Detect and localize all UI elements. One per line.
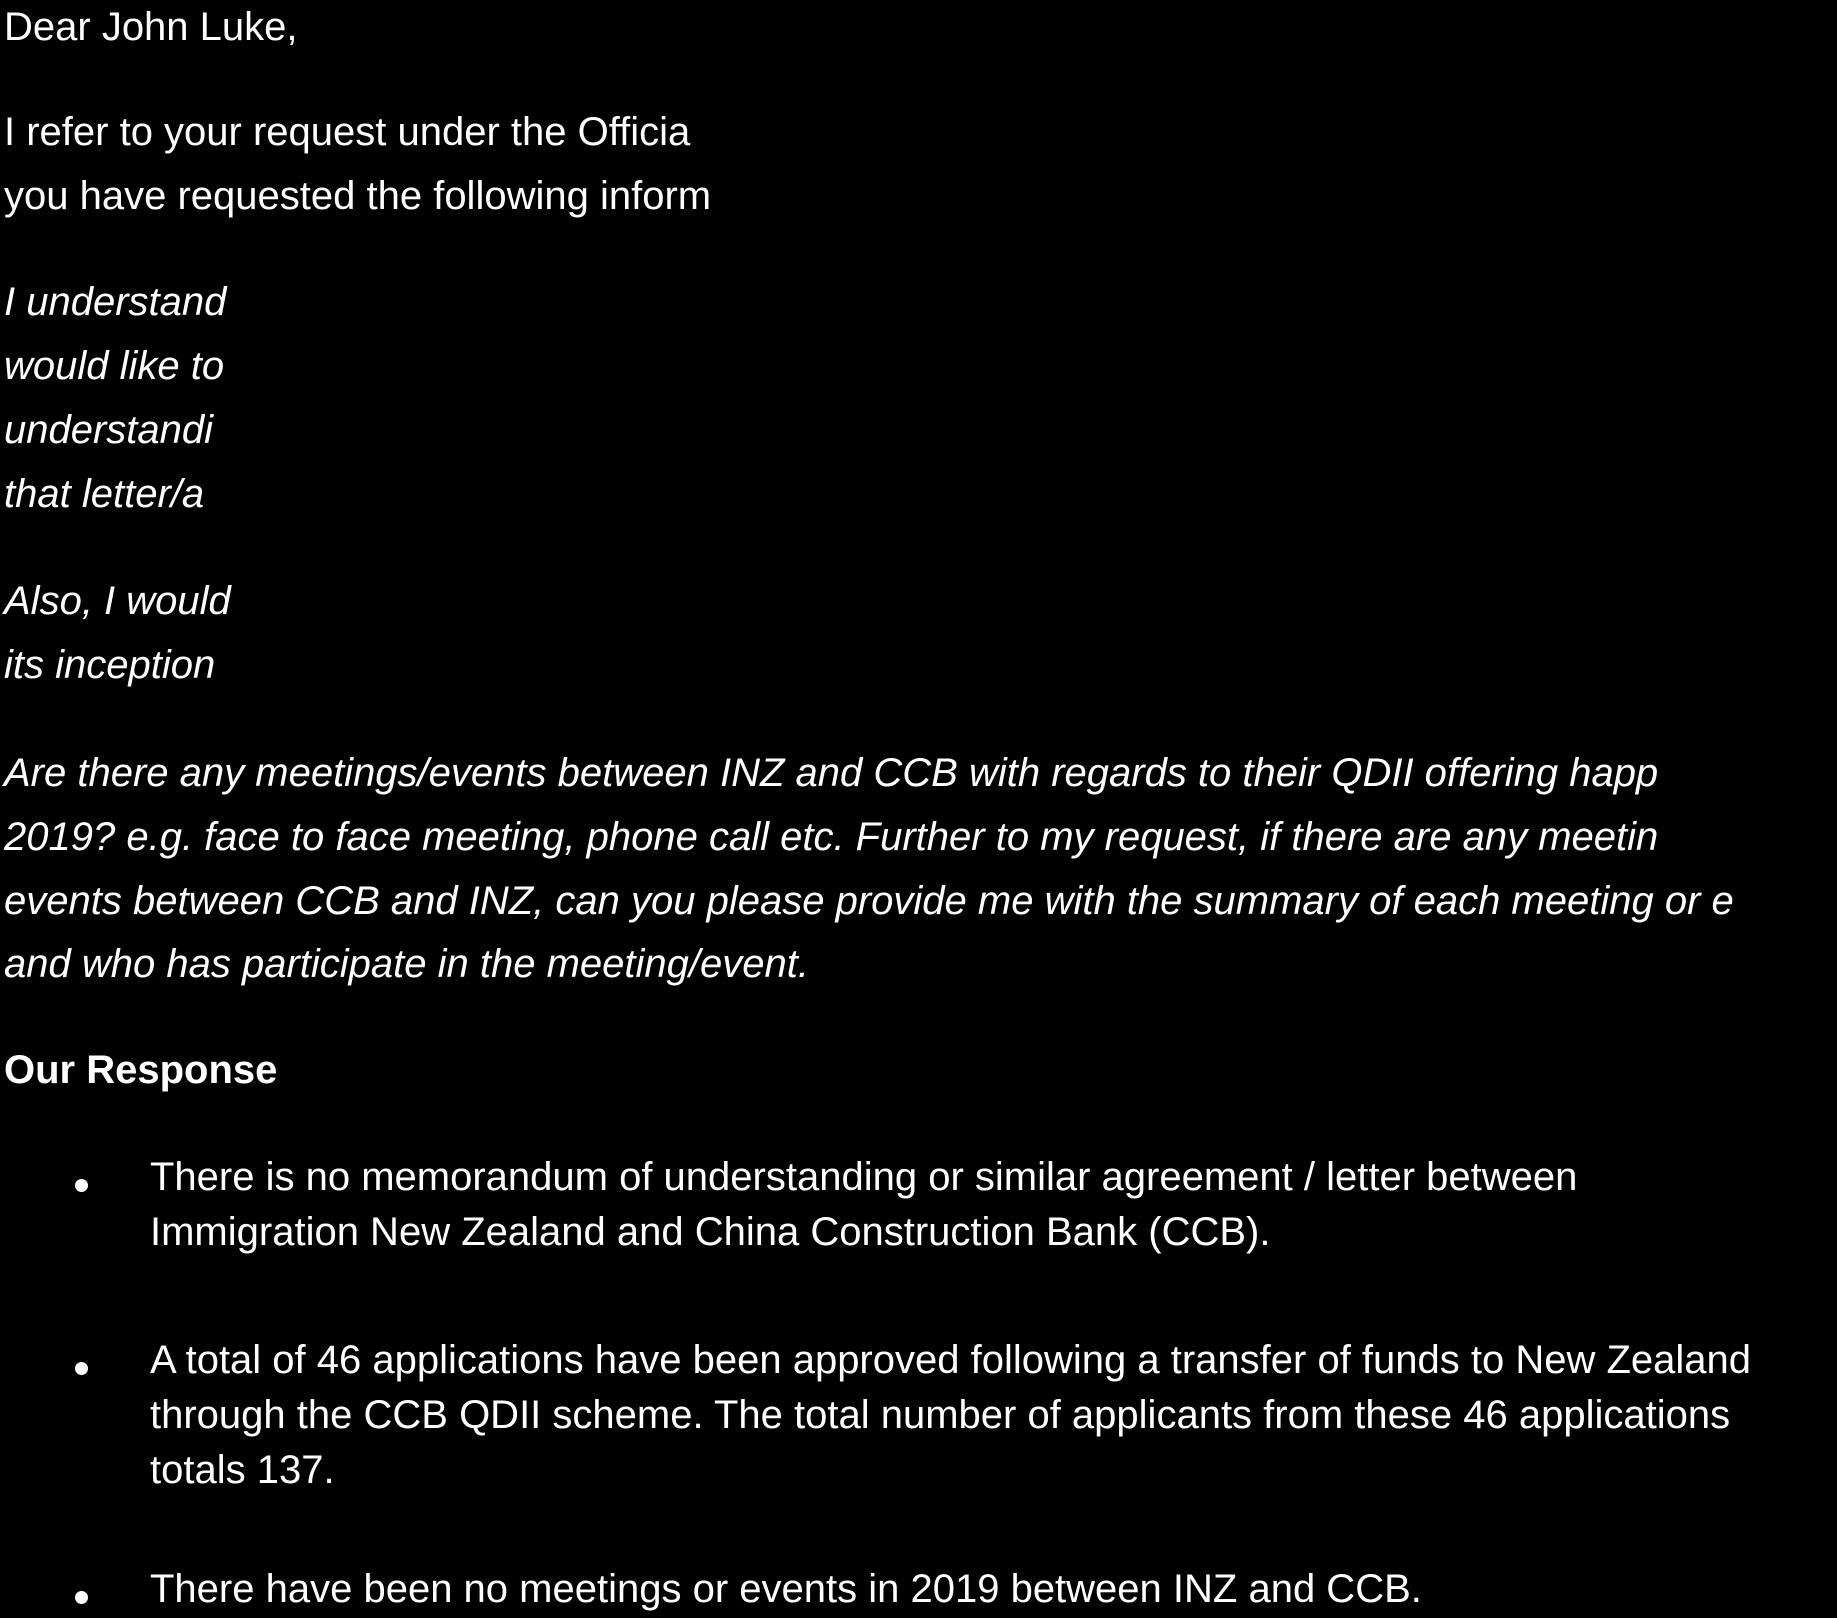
bullet-text-3: [150, 1562, 1422, 1617]
bullet-dot-icon: [75, 1179, 88, 1192]
request-p2-line-2: its inception: [4, 643, 216, 687]
bullet-dot-icon: [75, 1591, 88, 1604]
request-p1-line-4: that letter/a: [4, 472, 205, 516]
response-heading: Our Response: [4, 1048, 278, 1092]
bullet-2-line-2: through the CCB QDII scheme. The total number of applicants from these 46 applications: [150, 1393, 1731, 1437]
bullet-3-line-1: There have been no meetings or events in 2019 between INZ and CCB.: [150, 1567, 1422, 1611]
greeting: Dear John Luke,: [4, 5, 298, 49]
intro-line-2: you have requested the following inform: [4, 174, 712, 218]
bullet-1-line-2: Immigration New Zealand and China Construction Bank (CCB).: [150, 1210, 1271, 1254]
bullet-text-2: [150, 1333, 1751, 1498]
bullet-1-line-1: There is no memorandum of understanding or similar agreement / letter between: [150, 1155, 1578, 1199]
request-p3-line-1: Are there any meetings/events between INZ and CCB with regards to their QDII offering happ: [4, 751, 1659, 795]
bullet-dot-icon: [75, 1362, 88, 1375]
request-p1-line-1: I understand: [4, 280, 227, 324]
bullet-text-1: [150, 1150, 1577, 1260]
request-p1-line-2: would like to: [4, 344, 225, 388]
bullet-2-line-1: A total of 46 applications have been approved following a transfer of funds to New Zealand: [150, 1338, 1752, 1382]
request-p3-line-3: events between CCB and INZ, can you please provide me with the summary of each meeting or e: [4, 879, 1734, 923]
request-p3-line-2: 2019? e.g. face to face meeting, phone call etc. Further to my request, if there are any meetin: [4, 815, 1659, 859]
request-p3-line-4: and who has participate in the meeting/event.: [4, 942, 809, 986]
request-p1-line-3: understandi: [4, 408, 214, 452]
intro-line-1: I refer to your request under the Officia: [4, 110, 691, 154]
bullet-2-line-3: totals 137.: [150, 1448, 335, 1492]
request-p2-line-1: Also, I would: [4, 579, 231, 623]
